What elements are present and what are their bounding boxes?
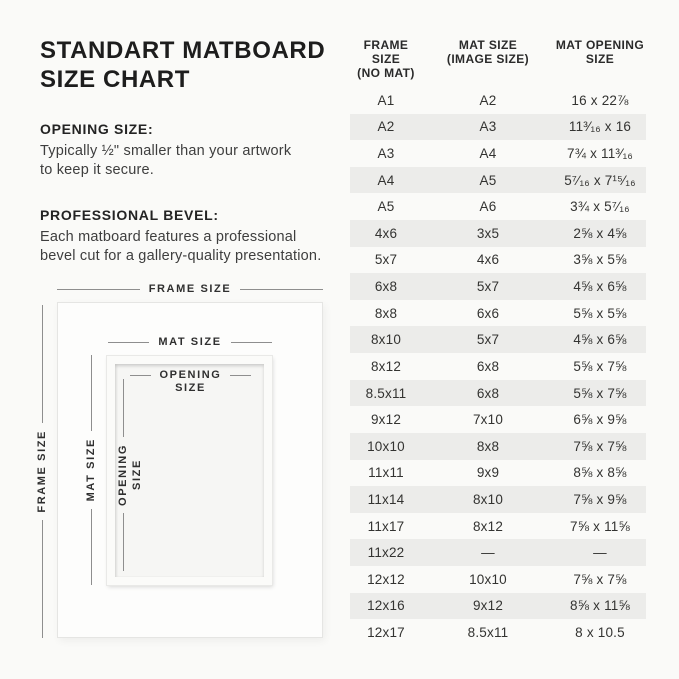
- cell-mat-opening-size: 7⅝ x 9⅝: [573, 491, 627, 507]
- cell-frame-size: 8.5x11: [365, 385, 407, 401]
- cell-frame-size: 4x6: [374, 225, 398, 241]
- table-row: [350, 326, 646, 353]
- table-row: [350, 513, 646, 540]
- page-title-line2: SIZE CHART: [40, 66, 190, 93]
- cell-mat-opening-size: 2⅝ x 4⅝: [573, 225, 627, 241]
- cell-mat-opening-size: 8⅝ x 8⅝: [573, 465, 627, 481]
- mat-size-vertical-text: MAT SIZE: [85, 438, 97, 502]
- table-row: [350, 593, 646, 620]
- cell-frame-size: 6x8: [374, 279, 398, 295]
- cell-frame-size: 5x7: [374, 252, 398, 268]
- cell-mat-opening-size: —: [593, 545, 607, 561]
- cell-mat-size: 6x8: [476, 358, 500, 374]
- table-row: [350, 193, 646, 220]
- cell-mat-size: —: [481, 545, 495, 561]
- rule-line: [231, 342, 272, 343]
- cell-frame-size: 11x22: [367, 545, 405, 561]
- cell-mat-size: 6x8: [476, 385, 500, 401]
- cell-frame-size: 12x16: [367, 598, 405, 614]
- table-row: [350, 87, 646, 114]
- opening-size-text: Typically ½" smaller than your artwork to keep it secure.: [40, 143, 292, 178]
- table-row: [350, 353, 646, 380]
- cell-mat-opening-size: 4⅝ x 6⅝: [573, 332, 627, 348]
- rule-line: [123, 513, 124, 571]
- rule-line: [108, 342, 149, 343]
- cell-mat-opening-size: 3¾ x 5⁷⁄₁₆: [570, 199, 630, 215]
- cell-mat-opening-size: 7⅝ x 11⅝: [570, 518, 630, 534]
- cell-frame-size: 8x8: [374, 305, 398, 321]
- professional-bevel-text: Each matboard features a professional bevel cut for a gallery-quality presentation.: [40, 229, 322, 264]
- cell-mat-opening-size: 11³⁄₁₆ x 16: [568, 119, 632, 135]
- mat-size-label-text: MAT SIZE: [158, 336, 222, 348]
- cell-mat-opening-size: 5⅝ x 7⅝: [573, 358, 627, 374]
- rule-line: [91, 355, 92, 431]
- mat-size-vertical-label: [84, 355, 98, 585]
- table-row: [350, 140, 646, 167]
- cell-mat-size: 5x7: [476, 279, 500, 295]
- opening-size-vertical-label: [116, 379, 144, 571]
- cell-frame-size: A2: [377, 119, 395, 135]
- section-professional-bevel: [40, 207, 342, 266]
- rule-line: [123, 379, 124, 437]
- cell-mat-opening-size: 3⅝ x 5⅝: [573, 252, 627, 268]
- cell-mat-size: 8x10: [472, 491, 504, 507]
- table-row: [350, 273, 646, 300]
- opening-size-label-text: OPENING SIZE: [159, 369, 222, 394]
- left-column: [40, 36, 342, 266]
- cell-mat-size: 8x8: [476, 438, 500, 454]
- cell-frame-size: 8x10: [370, 332, 402, 348]
- page-title: [40, 36, 342, 94]
- table-row: [350, 300, 646, 327]
- cell-mat-opening-size: 5⅝ x 5⅝: [573, 305, 627, 321]
- cell-frame-size: 9x12: [370, 412, 402, 428]
- table-row: [350, 619, 646, 646]
- page-title-line1: STANDART MATBOARD: [40, 37, 326, 64]
- cell-mat-opening-size: 7⅝ x 7⅝: [573, 438, 627, 454]
- cell-mat-opening-size: 4⅝ x 6⅝: [573, 279, 627, 295]
- cell-mat-opening-size: 5⁷⁄₁₆ x 7¹⁵⁄₁₆: [564, 172, 636, 188]
- opening-size-heading: OPENING SIZE:: [40, 121, 154, 137]
- table-row: [350, 380, 646, 407]
- cell-mat-size: A5: [479, 172, 497, 188]
- table-rows: [350, 87, 646, 646]
- header-mat-opening-size: MAT OPENING SIZE: [555, 38, 645, 66]
- section-opening-size: [40, 121, 342, 180]
- cell-frame-size: A4: [377, 172, 395, 188]
- cell-mat-size: A6: [479, 199, 497, 215]
- cell-mat-size: A4: [479, 146, 497, 162]
- cell-mat-opening-size: 16 x 22⅞: [571, 92, 629, 108]
- rule-line: [57, 289, 140, 290]
- cell-mat-size: 7x10: [472, 412, 504, 428]
- cell-mat-size: A3: [479, 119, 497, 135]
- cell-mat-size: 9x12: [472, 598, 504, 614]
- cell-mat-size: 9x9: [476, 465, 500, 481]
- cell-frame-size: 11x14: [367, 491, 405, 507]
- frame-size-label-text: FRAME SIZE: [148, 283, 232, 295]
- table-row: [350, 406, 646, 433]
- cell-mat-opening-size: 8⅝ x 11⅝: [570, 598, 630, 614]
- rule-line: [91, 509, 92, 585]
- table-row: [350, 433, 646, 460]
- cell-mat-size: 4x6: [476, 252, 500, 268]
- cell-mat-opening-size: 5⅝ x 7⅝: [573, 385, 627, 401]
- rule-line: [230, 375, 251, 376]
- cell-mat-opening-size: 7¾ x 11³⁄₁₆: [567, 146, 633, 162]
- professional-bevel-heading: PROFESSIONAL BEVEL:: [40, 207, 219, 223]
- rule-line: [42, 305, 43, 423]
- rule-line: [240, 289, 323, 290]
- cell-mat-size: 5x7: [476, 332, 500, 348]
- cell-frame-size: A3: [377, 146, 395, 162]
- cell-frame-size: A1: [377, 92, 395, 108]
- cell-frame-size: A5: [377, 199, 395, 215]
- cell-mat-size: 3x5: [476, 225, 500, 241]
- table-row: [350, 486, 646, 513]
- table-header: [350, 38, 646, 80]
- opening-size-vertical-text: OPENING SIZE: [117, 444, 143, 506]
- opening-size-horizontal-label: [130, 369, 251, 395]
- table-row: [350, 539, 646, 566]
- cell-mat-size: A2: [479, 92, 497, 108]
- cell-frame-size: 12x17: [367, 624, 405, 640]
- table-row: [350, 460, 646, 487]
- cell-frame-size: 11x17: [367, 518, 405, 534]
- table-row: [350, 114, 646, 141]
- cell-mat-size: 8x12: [472, 518, 504, 534]
- cell-mat-size: 10x10: [469, 571, 507, 587]
- cell-frame-size: 10x10: [367, 438, 405, 454]
- rule-line: [42, 520, 43, 638]
- cell-mat-size: 8.5x11: [467, 624, 509, 640]
- table-row: [350, 247, 646, 274]
- mat-size-horizontal-label: [108, 336, 272, 349]
- rule-line: [130, 375, 151, 376]
- cell-frame-size: 8x12: [370, 358, 402, 374]
- cell-frame-size: 12x12: [367, 571, 405, 587]
- cell-mat-opening-size: 8 x 10.5: [575, 624, 625, 640]
- header-mat-size: MAT SIZE (IMAGE SIZE): [446, 38, 530, 66]
- table-row: [350, 220, 646, 247]
- cell-mat-size: 6x6: [476, 305, 500, 321]
- cell-mat-opening-size: 7⅝ x 7⅝: [573, 571, 627, 587]
- cell-mat-opening-size: 6⅝ x 9⅝: [573, 412, 627, 428]
- header-frame-size: FRAME SIZE (NO MAT): [357, 38, 415, 80]
- frame-size-vertical-text: FRAME SIZE: [36, 430, 48, 513]
- frame-size-vertical-label: [35, 305, 49, 638]
- cell-frame-size: 11x11: [368, 465, 404, 481]
- frame-size-horizontal-label: [57, 283, 323, 296]
- table-row: [350, 167, 646, 194]
- table-row: [350, 566, 646, 593]
